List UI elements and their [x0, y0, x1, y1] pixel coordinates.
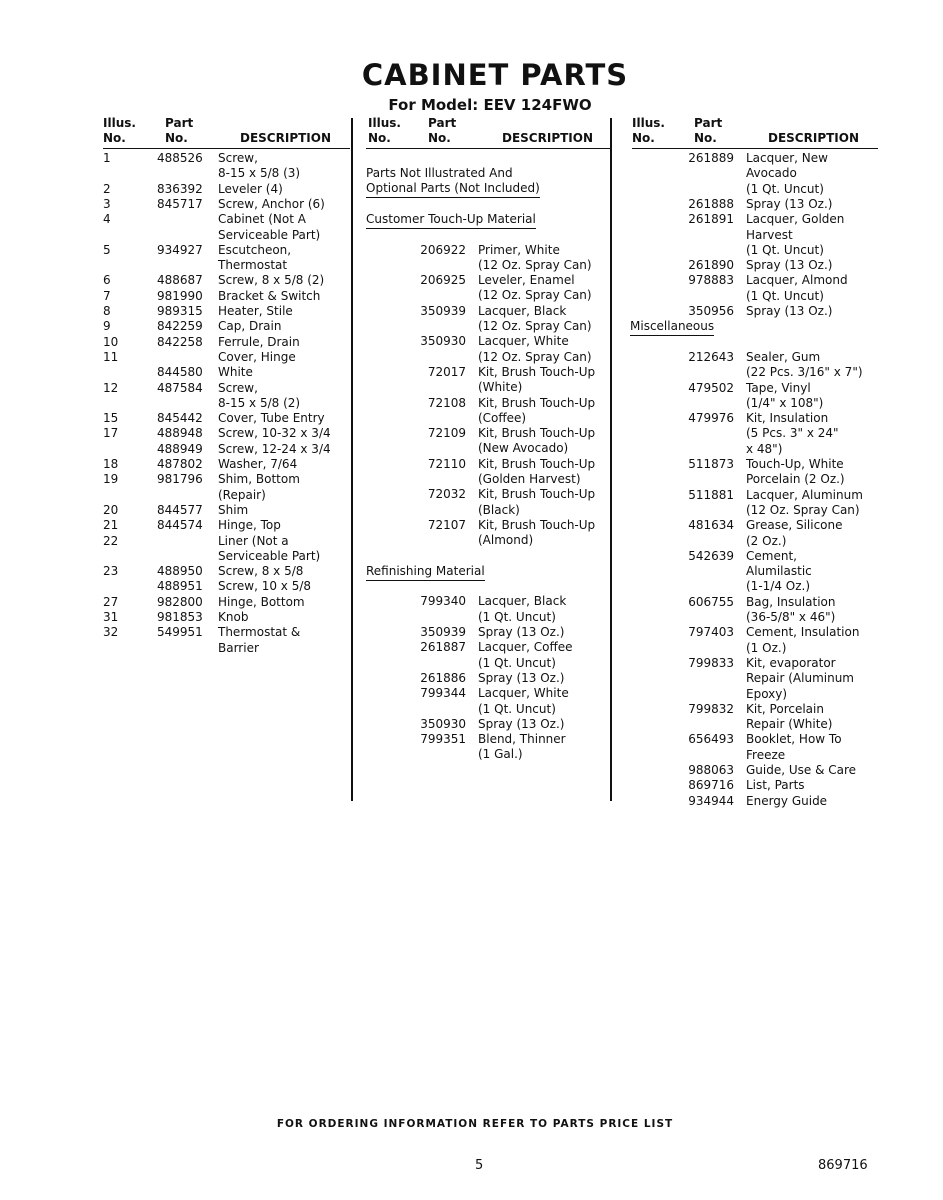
part-description: (12 Oz. Spray Can): [478, 257, 592, 272]
illus-no-header: No.: [368, 131, 391, 145]
part-number: 488687: [157, 273, 203, 288]
illus-header: Illus.: [368, 116, 401, 130]
part-description: (Golden Harvest): [478, 472, 581, 486]
illus-number: 19: [103, 472, 119, 487]
illus-number: 9: [103, 319, 111, 334]
column-divider: [610, 118, 612, 801]
page-number: 5: [475, 1158, 484, 1173]
part-description: White: [218, 365, 253, 380]
part-description: Ferrule, Drain: [218, 334, 300, 349]
part-number: 511873: [688, 457, 734, 471]
illus-number: 11: [103, 349, 119, 364]
part-number: 350939: [420, 303, 466, 318]
header-rule: [366, 148, 612, 149]
part-description: Spray (13 Oz.): [746, 258, 833, 273]
part-description: Lacquer, Coffee: [478, 640, 573, 655]
part-description: Screw, 10 x 5/8: [218, 579, 312, 594]
part-description: Kit, Insulation: [746, 411, 829, 426]
part-header: Part: [694, 116, 723, 130]
part-description: Kit, Porcelain: [746, 701, 824, 716]
part-number: 799833: [688, 655, 734, 670]
part-description: (1 Qt. Uncut): [478, 609, 556, 624]
part-description: Leveler (4): [218, 181, 283, 196]
part-description: (Repair): [218, 487, 266, 502]
part-description: Screw, 10-32 x 3/4: [218, 426, 331, 441]
part-description: Screw, 8 x 5/8: [218, 564, 304, 579]
part-number: 72109: [427, 426, 466, 441]
part-number: 606755: [688, 594, 734, 609]
part-description: Thermostat &: [218, 625, 301, 640]
part-number: 542639: [688, 548, 734, 563]
part-description: (1 Qt. Uncut): [478, 655, 556, 670]
part-number: 261887: [420, 640, 466, 655]
part-description: Lacquer, New: [746, 151, 828, 165]
part-number: 350930: [420, 716, 466, 731]
part-description: Serviceable Part): [218, 227, 321, 242]
part-number: 844580: [157, 365, 203, 380]
part-description: Shim, Bottom: [218, 472, 300, 487]
part-description: Blend, Thinner: [478, 732, 566, 747]
part-description: x 48"): [746, 441, 783, 456]
part-description: (1-1/4 Oz.): [746, 579, 811, 594]
part-description: Cap, Drain: [218, 319, 282, 334]
part-description: Spray (13 Oz.): [478, 670, 565, 685]
part-description: Escutcheon,: [218, 242, 292, 257]
illus-number: 31: [103, 610, 119, 624]
illus-number: 3: [103, 196, 111, 211]
illus-header: Illus.: [632, 116, 665, 130]
part-number: 842258: [157, 334, 203, 349]
description-header: DESCRIPTION: [240, 131, 332, 145]
part-number: 988063: [688, 763, 734, 777]
part-description: Tape, Vinyl: [746, 380, 811, 395]
part-number: 488951: [157, 579, 203, 594]
part-description: Bracket & Switch: [218, 288, 321, 303]
page-title: CABINET PARTS: [361, 58, 629, 92]
part-description: Shim: [218, 502, 249, 517]
part-header: Part: [165, 116, 194, 130]
section-heading: Customer Touch-Up Material: [366, 212, 536, 229]
illus-number: 7: [103, 288, 111, 303]
part-number: 72032: [427, 487, 466, 502]
part-description: Serviceable Part): [218, 548, 321, 563]
illus-number: 8: [103, 304, 111, 318]
part-description: (1 Qt. Uncut): [746, 288, 824, 303]
part-description: Kit, Brush Touch-Up: [478, 426, 596, 441]
part-number: 261891: [688, 212, 734, 227]
part-number: 978883: [688, 273, 734, 288]
part-number: 981853: [157, 610, 203, 624]
part-description: (New Avocado): [478, 441, 569, 456]
part-description: Leveler, Enamel: [478, 273, 575, 288]
illus-number: 27: [103, 594, 119, 609]
part-description: Cement,: [746, 548, 797, 563]
illus-number: 32: [103, 625, 119, 640]
part-description: (White): [478, 380, 523, 395]
part-description: Liner (Not a: [218, 533, 289, 548]
part-description: Sealer, Gum: [746, 349, 821, 364]
part-description: 8-15 x 5/8 (2): [218, 395, 301, 410]
part-description: Lacquer, White: [478, 686, 569, 701]
part-description: Epoxy): [746, 686, 788, 701]
part-description: Screw, 12-24 x 3/4: [218, 441, 331, 456]
illus-number: 10: [103, 334, 119, 349]
part-number: 845442: [157, 411, 203, 426]
illus-number: 1: [103, 151, 111, 165]
part-description: (12 Oz. Spray Can): [478, 319, 592, 333]
part-number: 487584: [157, 380, 203, 395]
part-description: Alumilastic: [746, 564, 812, 579]
part-description: Porcelain (2 Oz.): [746, 472, 845, 487]
part-number: 350956: [688, 304, 734, 318]
part-description: (12 Oz. Spray Can): [746, 502, 860, 517]
part-description: Lacquer, White: [478, 334, 569, 349]
part-number: 350939: [420, 625, 466, 639]
part-description: Lacquer, Aluminum: [746, 487, 863, 502]
part-number: 488950: [157, 564, 203, 579]
part-description: Repair (White): [746, 717, 833, 732]
part-number: 488949: [157, 441, 203, 456]
part-number: 842259: [157, 319, 203, 334]
part-description: Bag, Insulation: [746, 594, 836, 609]
part-number: 934927: [157, 242, 203, 257]
part-description: Spray (13 Oz.): [478, 625, 565, 639]
part-description: Lacquer, Golden: [746, 212, 845, 227]
part-description: Thermostat: [218, 258, 288, 273]
illus-number: 18: [103, 457, 119, 471]
section-heading: Miscellaneous: [630, 319, 714, 336]
part-description: Kit, Brush Touch-Up: [478, 395, 596, 410]
part-description: Freeze: [746, 747, 786, 762]
description-header: DESCRIPTION: [502, 131, 594, 145]
part-header: Part: [428, 116, 457, 130]
part-description: (1 Qt. Uncut): [746, 181, 824, 196]
part-description: Spray (13 Oz.): [478, 716, 565, 731]
part-description: Washer, 7/64: [218, 457, 298, 471]
part-number: 797403: [688, 625, 734, 640]
part-description: Heater, Stile: [218, 304, 293, 318]
ordering-note: FOR ORDERING INFORMATION REFER TO PARTS PRICE LIST: [276, 1118, 674, 1130]
section-heading: Optional Parts (Not Included): [366, 181, 540, 198]
illus-number: 5: [103, 242, 111, 257]
part-description: Primer, White: [478, 242, 560, 257]
part-number: 799344: [420, 686, 466, 701]
part-number: 487802: [157, 457, 203, 471]
part-description: Grease, Silicone: [746, 518, 843, 533]
part-description: Cover, Hinge: [218, 349, 296, 364]
part-description: Cabinet (Not A: [218, 212, 306, 227]
header-rule: [103, 148, 350, 149]
part-number: 72108: [427, 395, 466, 410]
part-number: 989315: [157, 304, 203, 318]
part-description: Screw,: [218, 380, 258, 395]
part-description: (12 Oz. Spray Can): [478, 288, 592, 303]
part-description: (Coffee): [478, 410, 527, 425]
illus-number: 22: [103, 533, 119, 548]
part-number: 981990: [157, 288, 203, 303]
illus-number: 23: [103, 564, 119, 579]
part-description: (1 Qt. Uncut): [478, 701, 556, 716]
part-description: Screw,: [218, 151, 258, 165]
part-no-header: No.: [428, 131, 451, 145]
part-number: 72017: [427, 364, 466, 379]
part-number: 206922: [420, 242, 466, 257]
part-description: Harvest: [746, 227, 793, 242]
illus-number: 17: [103, 426, 119, 441]
illus-header: Illus.: [103, 116, 136, 130]
illus-number: 6: [103, 273, 111, 288]
illus-no-header: No.: [103, 131, 126, 145]
illus-number: 12: [103, 380, 119, 395]
part-description: List, Parts: [746, 778, 805, 793]
part-description: (2 Oz.): [746, 533, 787, 548]
part-description: Hinge, Top: [218, 518, 281, 533]
part-description: Cement, Insulation: [746, 625, 860, 640]
part-number: 72110: [427, 456, 466, 471]
part-description: Lacquer, Black: [478, 594, 567, 609]
part-description: Spray (13 Oz.): [746, 304, 833, 318]
part-number: 350930: [420, 334, 466, 349]
part-description: Kit, evaporator: [746, 655, 836, 670]
part-no-header: No.: [694, 131, 717, 145]
part-description: Screw, Anchor (6): [218, 196, 325, 211]
model-subtitle: For Model: EEV 124FWO: [388, 96, 592, 114]
part-number: 212643: [688, 349, 734, 364]
part-description: Lacquer, Black: [478, 303, 567, 318]
part-number: 869716: [688, 778, 734, 793]
part-description: (1/4" x 108"): [746, 395, 824, 410]
illus-number: 20: [103, 502, 119, 517]
part-number: 261889: [688, 151, 734, 165]
part-number: 261888: [688, 196, 734, 211]
illus-no-header: No.: [632, 131, 655, 145]
part-description: Spray (13 Oz.): [746, 196, 833, 211]
part-number: 982800: [157, 594, 203, 609]
part-description: (1 Oz.): [746, 640, 787, 655]
document-number: 869716: [818, 1158, 868, 1173]
part-number: 261886: [420, 670, 466, 685]
part-number: 799832: [688, 701, 734, 716]
section-heading: Parts Not Illustrated And: [366, 166, 513, 180]
illus-number: 15: [103, 411, 119, 426]
part-description: Lacquer, Almond: [746, 273, 848, 288]
part-description: (1 Qt. Uncut): [746, 242, 824, 257]
part-description: (1 Gal.): [478, 747, 523, 762]
part-number: 72107: [427, 517, 466, 532]
part-description: (Almond): [478, 533, 534, 548]
part-number: 844574: [157, 518, 203, 533]
part-number: 479976: [688, 411, 734, 426]
part-number: 656493: [688, 732, 734, 747]
part-number: 934944: [688, 793, 734, 808]
illus-number: 2: [103, 181, 111, 196]
part-number: 799351: [420, 732, 466, 747]
part-description: (12 Oz. Spray Can): [478, 349, 592, 364]
part-description: Avocado: [746, 166, 797, 181]
description-header: DESCRIPTION: [768, 131, 860, 145]
part-number: 845717: [157, 196, 203, 211]
header-rule: [632, 148, 878, 149]
part-number: 206925: [420, 273, 466, 288]
part-number: 511881: [688, 487, 734, 502]
illus-number: 21: [103, 518, 119, 533]
part-description: Knob: [218, 610, 249, 624]
part-description: Kit, Brush Touch-Up: [478, 364, 596, 379]
section-heading: Refinishing Material: [366, 564, 485, 581]
part-description: (36-5/8" x 46"): [746, 610, 836, 624]
part-description: Kit, Brush Touch-Up: [478, 456, 596, 471]
part-description: (Black): [478, 502, 520, 517]
part-description: Energy Guide: [746, 793, 828, 808]
part-description: (22 Pcs. 3/16" x 7"): [746, 365, 863, 380]
part-number: 488948: [157, 426, 203, 441]
part-description: Repair (Aluminum: [746, 671, 854, 686]
column-divider: [351, 118, 353, 801]
part-description: Barrier: [218, 640, 259, 655]
part-description: Cover, Tube Entry: [218, 411, 325, 426]
part-description: Hinge, Bottom: [218, 594, 305, 609]
part-description: 8-15 x 5/8 (3): [218, 166, 301, 181]
part-number: 981796: [157, 472, 203, 487]
part-description: Guide, Use & Care: [746, 763, 857, 777]
part-description: Kit, Brush Touch-Up: [478, 487, 596, 502]
part-number: 261890: [688, 258, 734, 273]
part-number: 488526: [157, 151, 203, 165]
part-number: 844577: [157, 502, 203, 517]
part-number: 479502: [688, 380, 734, 395]
part-description: Screw, 8 x 5/8 (2): [218, 273, 325, 288]
part-no-header: No.: [165, 131, 188, 145]
part-description: (5 Pcs. 3" x 24": [746, 426, 839, 441]
part-number: 836392: [157, 181, 203, 196]
part-number: 799340: [420, 594, 466, 609]
part-description: Touch-Up, White: [746, 457, 844, 471]
part-number: 549951: [157, 625, 203, 640]
part-description: Booklet, How To: [746, 732, 842, 747]
part-number: 481634: [688, 518, 734, 533]
part-description: Kit, Brush Touch-Up: [478, 517, 596, 532]
illus-number: 4: [103, 212, 111, 227]
